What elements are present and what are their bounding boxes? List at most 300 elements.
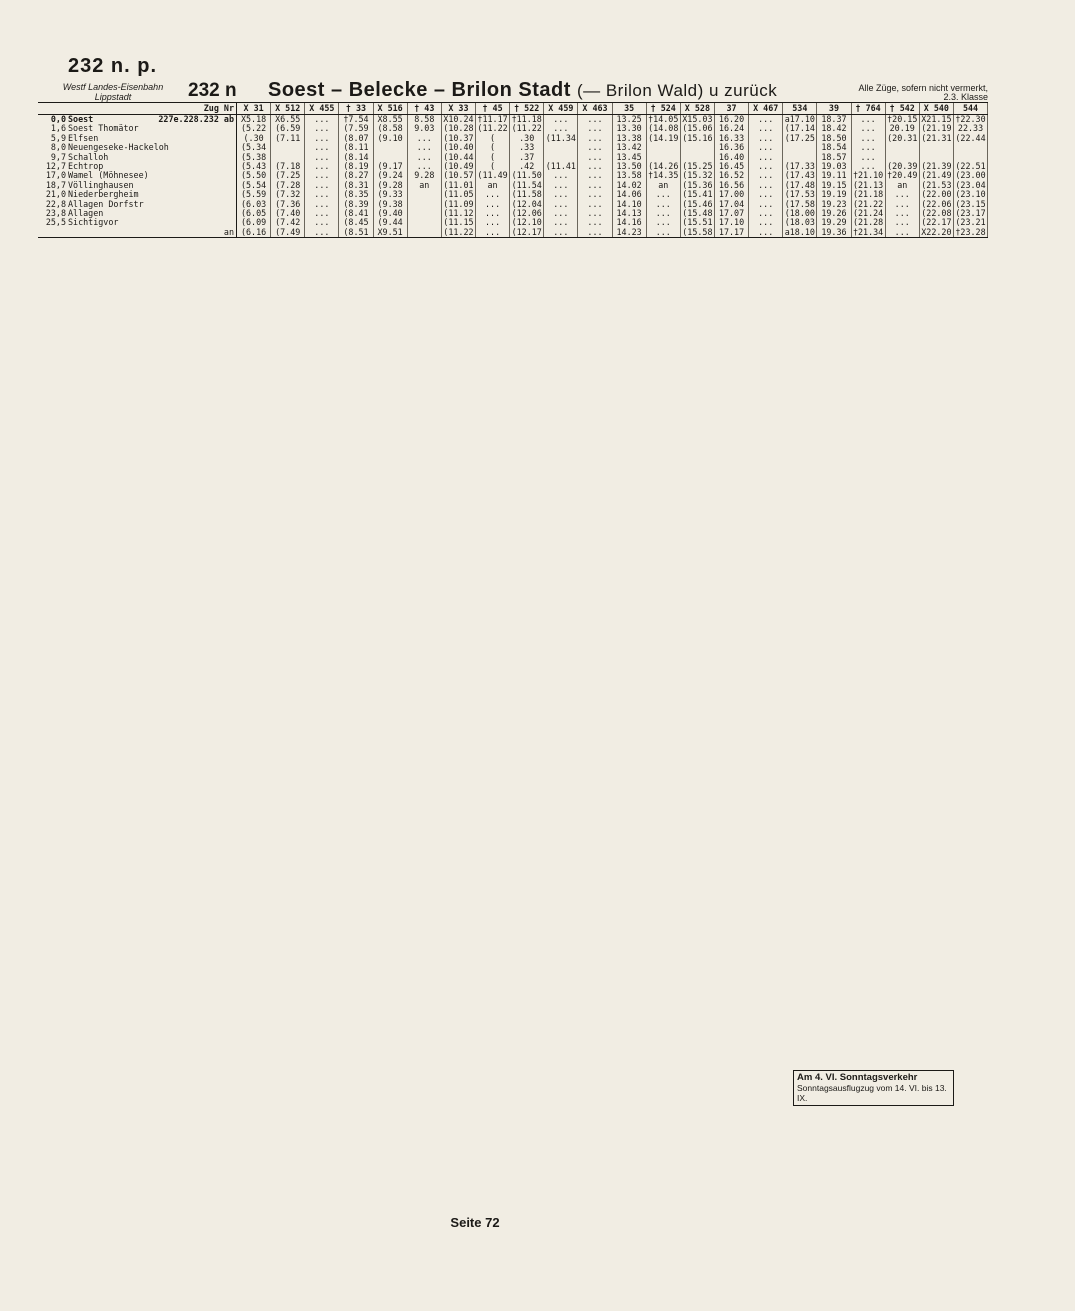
train-number: 37: [715, 103, 749, 114]
time-cell: (6.05: [237, 209, 271, 218]
time-cell: (9.38: [374, 200, 408, 209]
time-cell: ...: [544, 190, 578, 199]
time-cell: (7.32: [271, 190, 305, 199]
time-cell: ...: [749, 209, 783, 218]
time-cell: (14.08: [647, 124, 681, 133]
time-cell: 19.03: [817, 162, 851, 171]
time-cell: ...: [408, 134, 442, 143]
time-cell: (12.17: [510, 228, 544, 237]
time-cell: 17.17: [715, 228, 749, 237]
station-name: 18,7 Völlinghausen: [38, 181, 237, 190]
time-cell: [544, 143, 578, 152]
time-cell: (8.07: [339, 134, 373, 143]
station-name: 23,8 Allagen: [38, 209, 237, 218]
time-cell: ...: [578, 143, 612, 152]
time-cell: ...: [647, 200, 681, 209]
time-cell: ...: [749, 190, 783, 199]
time-cell: (23.00: [954, 171, 988, 180]
time-cell: (: [476, 153, 510, 162]
time-cell: (15.48: [681, 209, 715, 218]
time-cell: 16.40: [715, 153, 749, 162]
time-cell: (11.49: [476, 171, 510, 180]
time-cell: 22.33: [954, 124, 988, 133]
time-cell: (8.11: [339, 143, 373, 152]
time-cell: ...: [305, 200, 339, 209]
time-cell: (5.50: [237, 171, 271, 180]
time-cell: ...: [852, 153, 886, 162]
time-cell: ...: [749, 124, 783, 133]
time-cell: (20.31: [886, 134, 920, 143]
time-cell: (12.06: [510, 209, 544, 218]
time-cell: (7.25: [271, 171, 305, 180]
time-cell: ...: [886, 209, 920, 218]
time-cell: (5.38: [237, 153, 271, 162]
time-cell: (5.54: [237, 181, 271, 190]
time-cell: (21.28: [852, 218, 886, 227]
time-cell: (7.36: [271, 200, 305, 209]
time-cell: (22.17: [920, 218, 954, 227]
time-cell: ...: [647, 190, 681, 199]
time-cell: (7.28: [271, 181, 305, 190]
station-row: [38, 181, 988, 190]
time-cell: an: [476, 181, 510, 190]
time-cell: (20.39: [886, 162, 920, 171]
time-cell: 13.42: [613, 143, 647, 152]
time-cell: (12.10: [510, 218, 544, 227]
time-cell: †11.18: [510, 115, 544, 124]
time-cell: (23.17: [954, 209, 988, 218]
time-cell: ...: [852, 124, 886, 133]
time-cell: (9.17: [374, 162, 408, 171]
time-cell: X5.18: [237, 115, 271, 124]
time-cell: (9.24: [374, 171, 408, 180]
time-cell: ...: [749, 134, 783, 143]
time-cell: (5.43: [237, 162, 271, 171]
time-cell: (8.27: [339, 171, 373, 180]
station-name: 21,0 Niederbergheim: [38, 190, 237, 199]
timetable-blocks: [38, 103, 988, 238]
time-cell: (7.49: [271, 228, 305, 237]
station-row: [38, 143, 988, 152]
time-cell: 18.37: [817, 115, 851, 124]
time-cell: †23.28: [954, 228, 988, 237]
time-cell: (8.19: [339, 162, 373, 171]
time-cell: (: [476, 162, 510, 171]
time-cell: .30: [510, 134, 544, 143]
time-cell: X15.03: [681, 115, 715, 124]
time-cell: X8.55: [374, 115, 408, 124]
time-cell: (10.40: [442, 143, 476, 152]
time-cell: (12.04: [510, 200, 544, 209]
time-cell: ...: [852, 115, 886, 124]
train-number-label: Zug Nr: [38, 103, 237, 114]
time-cell: ...: [749, 171, 783, 180]
time-cell: 14.02: [613, 181, 647, 190]
time-cell: 18.57: [817, 153, 851, 162]
train-number: X 528: [681, 103, 715, 114]
time-cell: (8.31: [339, 181, 373, 190]
station-name: 25,5 Sichtigvor: [38, 218, 237, 227]
time-cell: X9.51: [374, 228, 408, 237]
time-cell: 14.06: [613, 190, 647, 199]
time-cell: (11.58: [510, 190, 544, 199]
time-cell: (.30: [237, 134, 271, 143]
time-cell: ...: [408, 153, 442, 162]
time-cell: (9.33: [374, 190, 408, 199]
time-cell: ...: [578, 200, 612, 209]
time-cell: ...: [749, 218, 783, 227]
train-number: 534: [783, 103, 817, 114]
time-cell: ...: [578, 115, 612, 124]
time-cell: 16.33: [715, 134, 749, 143]
time-cell: ...: [749, 115, 783, 124]
station-name: 8,0 Neuengeseke-Hackeloh: [38, 143, 237, 152]
time-cell: (17.53: [783, 190, 817, 199]
time-cell: ...: [647, 209, 681, 218]
time-cell: ...: [578, 181, 612, 190]
time-cell: ...: [852, 134, 886, 143]
time-cell: †20.49: [886, 171, 920, 180]
time-cell: †21.34: [852, 228, 886, 237]
time-cell: X21.15: [920, 115, 954, 124]
time-cell: [783, 153, 817, 162]
time-cell: (22.08: [920, 209, 954, 218]
time-cell: [544, 153, 578, 162]
train-number: X 540: [920, 103, 954, 114]
time-cell: [647, 153, 681, 162]
time-cell: [681, 143, 715, 152]
time-cell: (10.28: [442, 124, 476, 133]
time-cell: ...: [544, 115, 578, 124]
time-cell: 13.45: [613, 153, 647, 162]
time-cell: ...: [749, 181, 783, 190]
time-cell: (: [476, 143, 510, 152]
time-cell: (21.49: [920, 171, 954, 180]
time-cell: ...: [544, 218, 578, 227]
time-cell: [920, 153, 954, 162]
section-header-232n: [38, 78, 988, 103]
time-cell: an: [408, 181, 442, 190]
time-cell: (6.03: [237, 200, 271, 209]
time-cell: 16.20: [715, 115, 749, 124]
time-cell: ...: [749, 162, 783, 171]
time-cell: (7.59: [339, 124, 373, 133]
station-name: 1,6 Soest Thomätor: [38, 124, 237, 133]
time-cell: 8.58: [408, 115, 442, 124]
time-cell: ...: [476, 200, 510, 209]
time-cell: (22.51: [954, 162, 988, 171]
train-number: 35: [613, 103, 647, 114]
train-number: X 516: [374, 103, 408, 114]
train-number: † 522: [510, 103, 544, 114]
time-cell: (15.25: [681, 162, 715, 171]
time-cell: [783, 143, 817, 152]
time-cell: ...: [578, 190, 612, 199]
train-number: 39: [817, 103, 851, 114]
time-cell: [886, 143, 920, 152]
time-cell: ...: [305, 115, 339, 124]
train-number: † 45: [476, 103, 510, 114]
time-cell: (15.41: [681, 190, 715, 199]
time-cell: .33: [510, 143, 544, 152]
timetable-block: [38, 103, 988, 238]
time-cell: (21.53: [920, 181, 954, 190]
time-cell: 13.25: [613, 115, 647, 124]
time-cell: 16.52: [715, 171, 749, 180]
time-cell: (6.59: [271, 124, 305, 133]
time-cell: ...: [578, 153, 612, 162]
time-cell: ...: [647, 228, 681, 237]
time-cell: (15.06: [681, 124, 715, 133]
time-cell: 14.13: [613, 209, 647, 218]
station-row: [38, 190, 988, 199]
time-cell: (5.22: [237, 124, 271, 133]
station-name: 5,9 Elfsen: [38, 134, 237, 143]
time-cell: 19.15: [817, 181, 851, 190]
station-row: [38, 124, 988, 133]
station-row: [38, 200, 988, 209]
time-cell: (10.37: [442, 134, 476, 143]
time-cell: (23.21: [954, 218, 988, 227]
time-cell: 16.36: [715, 143, 749, 152]
time-cell: (11.41: [544, 162, 578, 171]
time-cell: (11.22: [442, 228, 476, 237]
train-number: X 459: [544, 103, 578, 114]
time-cell: 18.50: [817, 134, 851, 143]
time-cell: (22.44: [954, 134, 988, 143]
station-row: [38, 209, 988, 218]
time-cell: ...: [544, 200, 578, 209]
time-cell: 19.19: [817, 190, 851, 199]
time-cell: (17.14: [783, 124, 817, 133]
time-cell: (15.32: [681, 171, 715, 180]
time-cell: †14.35: [647, 171, 681, 180]
time-cell: 19.36: [817, 228, 851, 237]
time-cell: (22.06: [920, 200, 954, 209]
time-cell: (17.58: [783, 200, 817, 209]
time-cell: (6.09: [237, 218, 271, 227]
time-cell: (21.31: [920, 134, 954, 143]
train-number: 544: [954, 103, 988, 114]
time-cell: (9.44: [374, 218, 408, 227]
train-number: X 467: [749, 103, 783, 114]
time-cell: 17.04: [715, 200, 749, 209]
time-cell: [271, 153, 305, 162]
train-number: X 33: [442, 103, 476, 114]
time-cell: ...: [749, 228, 783, 237]
station-name: an: [38, 228, 237, 237]
time-cell: X10.24: [442, 115, 476, 124]
time-cell: an: [647, 181, 681, 190]
time-cell: ...: [305, 124, 339, 133]
time-cell: (21.24: [852, 209, 886, 218]
time-cell: ...: [886, 200, 920, 209]
time-cell: .37: [510, 153, 544, 162]
time-cell: (8.14: [339, 153, 373, 162]
time-cell: †20.15: [886, 115, 920, 124]
time-cell: ...: [578, 124, 612, 133]
time-cell: 17.07: [715, 209, 749, 218]
time-cell: [408, 200, 442, 209]
train-number: X 31: [237, 103, 271, 114]
time-cell: (8.39: [339, 200, 373, 209]
time-cell: (7.40: [271, 209, 305, 218]
time-cell: ...: [476, 190, 510, 199]
time-cell: (7.42: [271, 218, 305, 227]
time-cell: [374, 153, 408, 162]
station-name: 0,0 Soest 227e.228.232 ab: [38, 115, 237, 124]
time-cell: (23.15: [954, 200, 988, 209]
time-cell: ...: [305, 218, 339, 227]
time-cell: ...: [578, 162, 612, 171]
time-cell: 9.28: [408, 171, 442, 180]
time-cell: ...: [305, 171, 339, 180]
time-cell: [374, 143, 408, 152]
time-cell: ...: [408, 143, 442, 152]
time-cell: (11.50: [510, 171, 544, 180]
time-cell: (11.22: [476, 124, 510, 133]
time-cell: (11.09: [442, 200, 476, 209]
train-number: † 764: [852, 103, 886, 114]
time-cell: 9.03: [408, 124, 442, 133]
time-cell: (18.00: [783, 209, 817, 218]
time-cell: [954, 153, 988, 162]
time-cell: (11.12: [442, 209, 476, 218]
time-cell: [920, 143, 954, 152]
time-cell: ...: [305, 162, 339, 171]
time-cell: 19.29: [817, 218, 851, 227]
time-cell: ...: [886, 218, 920, 227]
station-row: [38, 115, 988, 124]
time-cell: †22.30: [954, 115, 988, 124]
time-cell: 13.50: [613, 162, 647, 171]
time-cell: ...: [578, 228, 612, 237]
time-cell: 17.10: [715, 218, 749, 227]
station-name: 9,7 Schalloh: [38, 153, 237, 162]
time-cell: †7.54: [339, 115, 373, 124]
time-cell: a18.10: [783, 228, 817, 237]
time-cell: (8.41: [339, 209, 373, 218]
time-cell: ...: [408, 162, 442, 171]
time-cell: ...: [544, 181, 578, 190]
station-name: 22,8 Allagen Dorfstr: [38, 200, 237, 209]
time-cell: (7.18: [271, 162, 305, 171]
time-cell: ...: [749, 143, 783, 152]
time-cell: 19.11: [817, 171, 851, 180]
time-cell: X6.55: [271, 115, 305, 124]
sunday-note: Am 4. VI. Sonntagsverkehr Sonntagsausflugzug vom 14. VI. bis 13. IX.: [793, 1070, 954, 1106]
time-cell: 13.58: [613, 171, 647, 180]
time-cell: 13.38: [613, 134, 647, 143]
time-cell: ...: [886, 228, 920, 237]
time-cell: 20.19: [886, 124, 920, 133]
time-cell: ...: [578, 218, 612, 227]
time-cell: ...: [886, 190, 920, 199]
time-cell: ...: [544, 228, 578, 237]
time-cell: [408, 218, 442, 227]
route-title: Soest – Belecke – Brilon Stadt (— Brilon Wald) u zurück: [268, 79, 778, 101]
time-cell: (21.13: [852, 181, 886, 190]
time-cell: ...: [305, 190, 339, 199]
time-cell: [647, 143, 681, 152]
time-cell: †11.17: [476, 115, 510, 124]
time-cell: [408, 209, 442, 218]
time-cell: (11.34: [544, 134, 578, 143]
railway-name: Westf Landes-Eisenbahn Lippstadt: [62, 82, 164, 102]
time-cell: (23.04: [954, 181, 988, 190]
time-cell: ...: [305, 143, 339, 152]
time-cell: ...: [476, 218, 510, 227]
table-code: 232 n: [188, 80, 237, 101]
time-cell: (14.26: [647, 162, 681, 171]
time-cell: ...: [305, 153, 339, 162]
time-cell: ...: [852, 143, 886, 152]
time-cell: †21.10: [852, 171, 886, 180]
time-cell: ...: [544, 171, 578, 180]
time-cell: (21.39: [920, 162, 954, 171]
time-cell: 16.56: [715, 181, 749, 190]
time-cell: (11.22: [510, 124, 544, 133]
time-cell: (: [476, 134, 510, 143]
time-cell: 14.23: [613, 228, 647, 237]
time-cell: ...: [305, 209, 339, 218]
time-cell: †14.05: [647, 115, 681, 124]
time-cell: (15.58: [681, 228, 715, 237]
station-row: [38, 162, 988, 171]
time-cell: (15.16: [681, 134, 715, 143]
station-row: [38, 228, 988, 237]
train-number: † 43: [408, 103, 442, 114]
time-cell: (9.40: [374, 209, 408, 218]
time-cell: [271, 143, 305, 152]
time-cell: (11.15: [442, 218, 476, 227]
time-cell: (5.34: [237, 143, 271, 152]
time-cell: X22.20: [920, 228, 954, 237]
time-cell: ...: [305, 181, 339, 190]
station-name: 12,7 Echtrop: [38, 162, 237, 171]
time-cell: ...: [476, 209, 510, 218]
time-cell: (15.51: [681, 218, 715, 227]
time-cell: 14.10: [613, 200, 647, 209]
train-number-row: [38, 103, 988, 115]
time-cell: 18.42: [817, 124, 851, 133]
time-cell: 14.16: [613, 218, 647, 227]
time-cell: 17.00: [715, 190, 749, 199]
time-cell: (7.11: [271, 134, 305, 143]
time-cell: (11.05: [442, 190, 476, 199]
time-cell: a17.10: [783, 115, 817, 124]
time-cell: [681, 153, 715, 162]
time-cell: ...: [647, 218, 681, 227]
station-row: [38, 153, 988, 162]
time-cell: (14.19: [647, 134, 681, 143]
time-cell: (21.22: [852, 200, 886, 209]
time-cell: (8.58: [374, 124, 408, 133]
time-cell: (15.36: [681, 181, 715, 190]
time-cell: (17.43: [783, 171, 817, 180]
time-cell: 16.24: [715, 124, 749, 133]
train-number: † 524: [647, 103, 681, 114]
time-cell: ...: [305, 134, 339, 143]
timetable-page: [38, 55, 988, 238]
time-cell: (8.45: [339, 218, 373, 227]
time-cell: (11.01: [442, 181, 476, 190]
time-cell: .42: [510, 162, 544, 171]
time-cell: 18.54: [817, 143, 851, 152]
time-cell: an: [886, 181, 920, 190]
time-cell: ...: [305, 228, 339, 237]
time-cell: (8.35: [339, 190, 373, 199]
